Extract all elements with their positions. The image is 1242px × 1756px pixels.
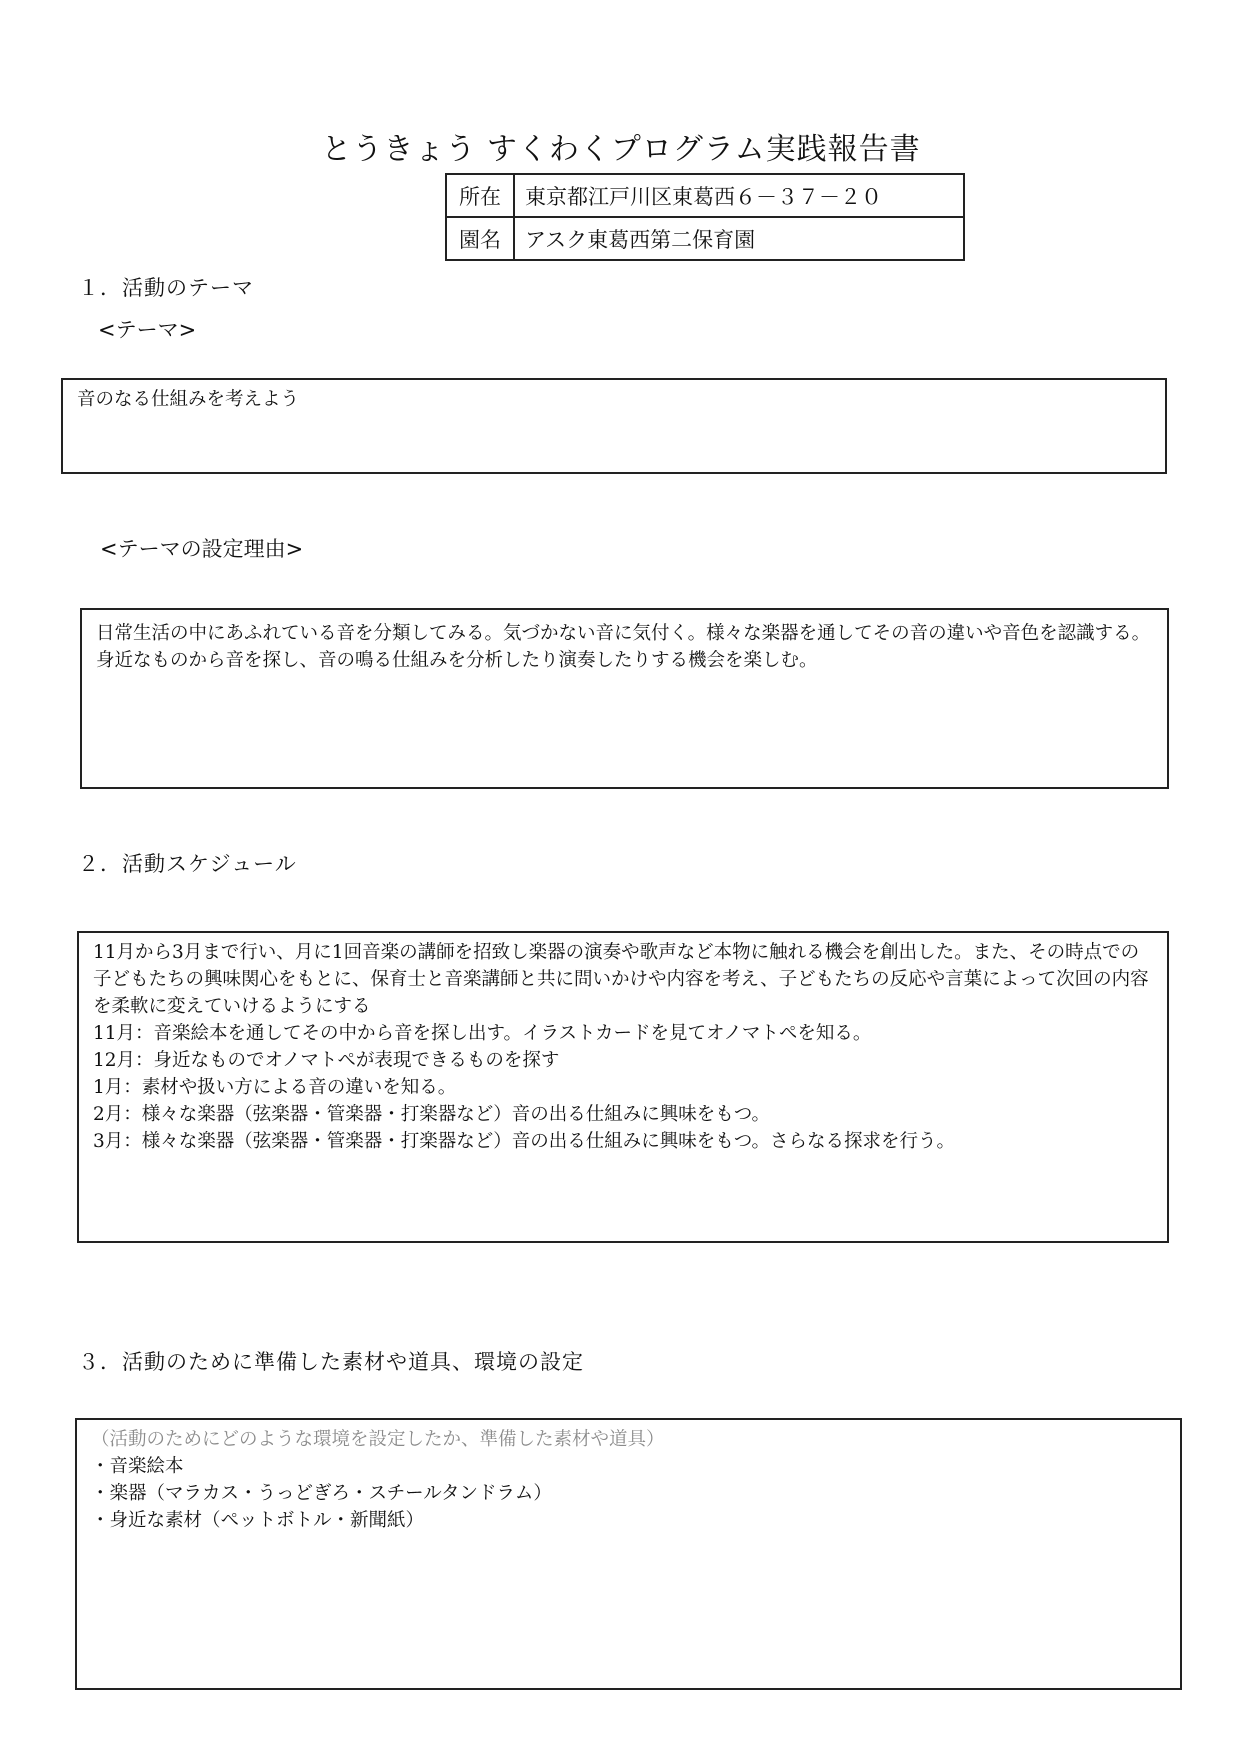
materials-box (75, 1418, 1182, 1690)
schedule-box (77, 931, 1169, 1243)
schedule-overview: 11月から3月まで行い、月に1回音楽の講師を招致し楽器の演奏や歌声など本物に触れる機会を創出した。また、その時点での子どもたちの興味関心をもとに、保育士と音楽講師と共に問いかけや内容を考え、子どもたちの反応や言葉によって次回の内容を柔軟に変えていけるようにする (93, 942, 1149, 1017)
materials-item: ・音楽絵本 (91, 1456, 184, 1477)
location-value: 東京都江戸川区東葛西６－３７－２０ (514, 174, 964, 217)
section2-heading: ２．活動スケジュール (78, 852, 297, 876)
theme-label: <テーマ> (98, 318, 197, 342)
schedule-february: 2月：様々な楽器（弦楽器・管楽器・打楽器など）音の出る仕組みに興味をもつ。 (93, 1104, 771, 1125)
materials-item: ・楽器（マラカス・うっどぎろ・スチールタンドラム） (91, 1483, 552, 1504)
document-title: とうきょう すくわくプログラム実践報告書 (321, 132, 921, 167)
materials-hint: （活動のためにどのような環境を設定したか、準備した素材や道具） (91, 1429, 665, 1450)
facility-name-row (446, 217, 964, 260)
theme-reason-box (80, 608, 1169, 789)
location-row (446, 174, 964, 217)
facility-name-label: 園名 (446, 217, 514, 260)
theme-reason-text: 日常生活の中にあふれている音を分類してみる。気づかない音に気付く。様々な楽器を通してその音の違いや音色を認識する。身近なものから音を探し、音の鳴る仕組みを分析したり演奏したりする機会を楽しむ。 (96, 623, 1151, 671)
schedule-march: 3月：様々な楽器（弦楽器・管楽器・打楽器など）音の出る仕組みに興味をもつ。さらなる探求を行う。 (93, 1131, 956, 1152)
theme-box (61, 378, 1167, 474)
schedule-november: 11月：音楽絵本を通してその中から音を探し出す。イラストカードを見てオノマトペを知る。 (93, 1023, 872, 1044)
facility-info-table (445, 173, 965, 261)
facility-name-value: アスク東葛西第二保育園 (514, 217, 964, 260)
location-label: 所在 (446, 174, 514, 217)
schedule-january: 1月：素材や扱い方による音の違いを知る。 (93, 1077, 457, 1098)
theme-text: 音のなる仕組みを考えよう (77, 389, 300, 410)
schedule-december: 12月：身近なものでオノマトペが表現できるものを探す (93, 1050, 560, 1071)
materials-item: ・身近な素材（ペットボトル・新聞紙） (91, 1510, 425, 1531)
section1-heading: １．活動のテーマ (78, 276, 254, 300)
theme-reason-label: <テーマの設定理由> (100, 537, 304, 561)
section3-heading: ３．活動のために準備した素材や道具、環境の設定 (78, 1350, 584, 1374)
